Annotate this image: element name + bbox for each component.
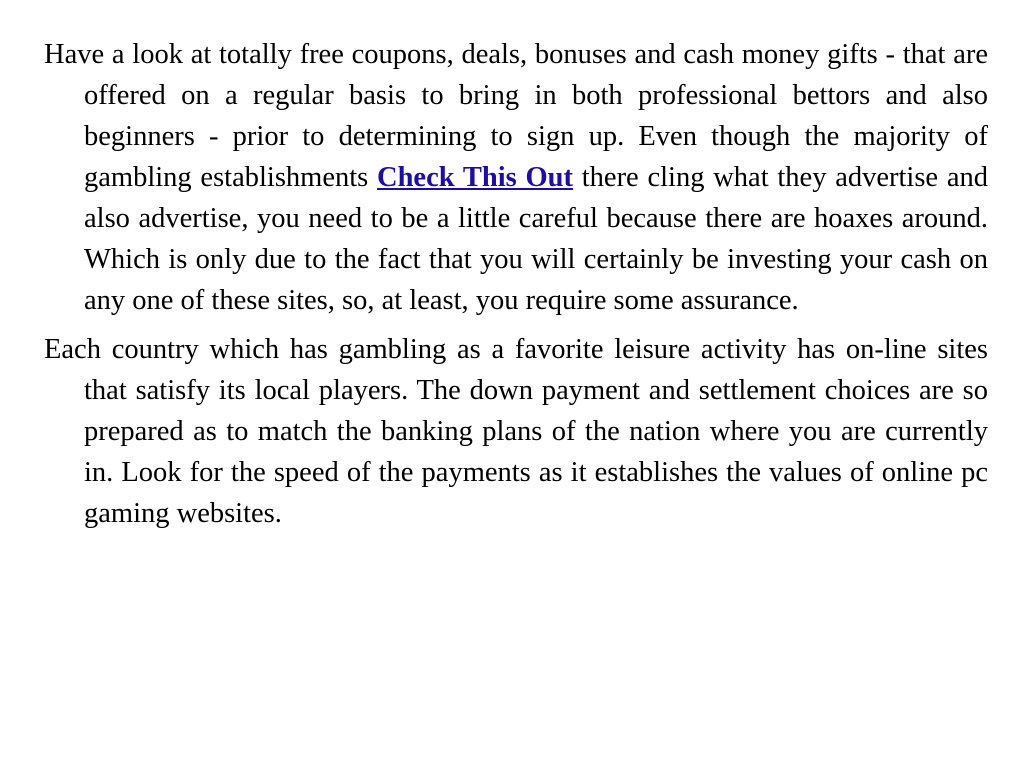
paragraph-2: Each country which has gambling as a favorite leisure activity has on-line sites that satisfy its local players. The down payment and settlement choices are so prepared as to match the banking plans of the nation where you are currently in. Look for the speed of the payments as it establishes the values of online pc gaming websites. <box>44 334 988 529</box>
paragraph-1 <box>44 34 988 321</box>
check-this-out-link[interactable]: Check This Out <box>377 162 573 193</box>
paragraph-1-text-before-link: Have a look at totally free coupons, deals, bonuses and cash money gifts - that are offered on a regular basis to bring in both professional bettors and also beginners - prior to determining to sign up. Even though the majority of gambling establishments <box>44 39 988 193</box>
paragraph-1-text-after-link: there cling what they advertise and also advertise, you need to be a little careful because there are hoaxes around. Which is only due to the fact that you will certainly be investing your cash on any one of these sites, so, at least, you require some assurance. <box>84 162 988 316</box>
